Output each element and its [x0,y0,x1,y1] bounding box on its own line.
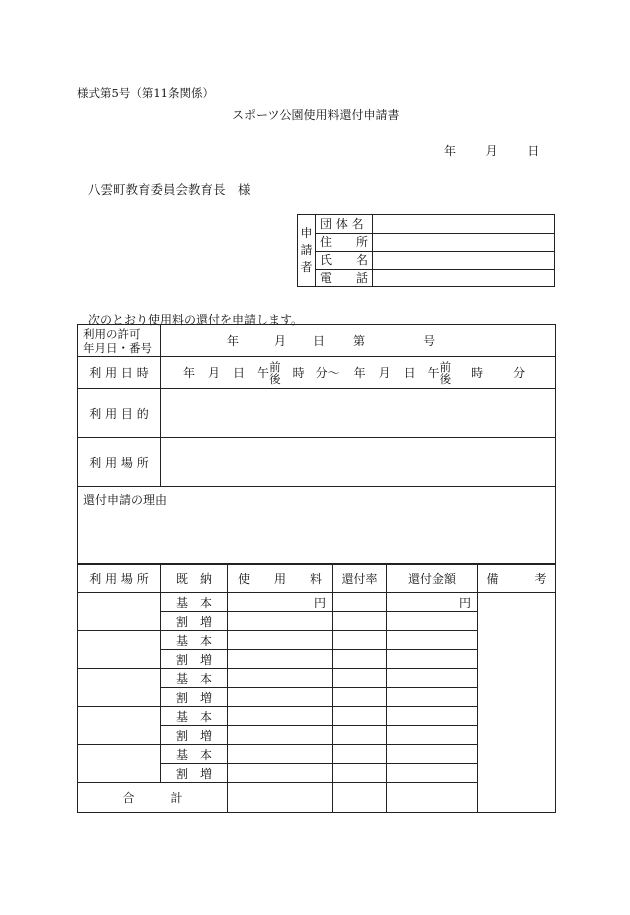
fee-cell[interactable] [228,650,333,669]
start-hour: 時 [292,366,305,380]
reason-field[interactable] [78,487,556,564]
rate-cell[interactable] [333,669,387,688]
refund-cell[interactable] [387,745,478,764]
surcharge-label: 割 増 [161,612,228,631]
yen-unit: 円 [313,595,326,610]
start-minute: 分〜 [315,366,340,380]
permit-day: 日 [313,334,326,348]
rate-cell[interactable] [333,631,387,650]
end-day: 日 [403,366,416,380]
permit-label-2: 年月日・番号 [83,340,152,355]
permit-label-1: 利用の許可 [83,326,141,341]
end-ampm-prefix: 午 [427,366,440,380]
header-remarks: 備 考 [478,565,556,593]
rate-cell[interactable] [333,764,387,783]
start-month: 月 [208,366,221,380]
address-field[interactable] [373,233,554,251]
basic-label: 基 本 [161,669,228,688]
place-cell[interactable] [78,745,161,783]
yen-unit: 円 [458,595,471,610]
permit-label-cell [78,325,161,357]
permit-month: 月 [274,334,287,348]
surcharge-label: 割 増 [161,726,228,745]
applicant-label [298,215,316,286]
place-cell[interactable] [78,669,161,707]
end-minute: 分 [513,366,526,380]
fee-cell[interactable] [228,764,333,783]
refund-cell[interactable] [387,612,478,631]
applicant-char-3: 者 [300,260,313,274]
header-refund: 還付金額 [387,565,478,593]
fee-cell[interactable] [228,612,333,631]
total-fee-cell[interactable] [228,783,333,813]
rate-cell[interactable] [333,593,387,612]
date-year: 年 [444,144,457,158]
basic-label: 基 本 [161,745,228,764]
header-place: 利 用 場 所 [78,565,161,593]
refund-cell[interactable] [387,669,478,688]
header-rate: 還付率 [333,565,387,593]
rate-cell[interactable] [333,612,387,631]
place-field[interactable] [161,438,556,487]
addressee: 八雲町教育委員会教育長 様 [88,182,251,197]
surcharge-label: 割 増 [161,764,228,783]
place-cell[interactable] [78,707,161,745]
end-ampm: 前 後 [439,359,452,386]
rate-cell[interactable] [333,745,387,764]
end-year: 年 [353,366,366,380]
header-fee: 使 用 料 [228,565,333,593]
remarks-cell[interactable] [478,593,556,813]
refund-cell[interactable] [387,593,478,612]
basic-label: 基 本 [161,593,228,612]
fee-table [77,564,556,813]
purpose-row [78,389,556,438]
surcharge-label: 割 増 [161,688,228,707]
end-month: 月 [378,366,391,380]
application-table [77,324,556,564]
surcharge-label: 割 増 [161,650,228,669]
fee-header-row [78,565,556,593]
refund-cell[interactable] [387,631,478,650]
document-title: スポーツ公園使用料還付申請書 [232,108,400,122]
permit-no-prefix: 第 [353,334,366,348]
fee-cell[interactable] [228,707,333,726]
applicant-box [297,214,555,287]
fee-cell[interactable] [228,726,333,745]
fee-cell[interactable] [228,669,333,688]
name-label: 氏 名 [316,251,373,269]
refund-cell[interactable] [387,688,478,707]
end-hour: 時 [471,366,484,380]
permit-value-cell[interactable] [161,325,556,357]
form-number: 様式第5号（第11条関係） [77,86,214,100]
usage-datetime-row [78,357,556,389]
place-row [78,438,556,487]
refund-cell[interactable] [387,707,478,726]
address-label: 住 所 [316,233,373,251]
group-name-label: 団 体 名 [316,215,373,233]
header-paid: 既 納 [161,565,228,593]
usage-datetime-cell[interactable] [161,357,556,389]
start-day: 日 [233,366,246,380]
rate-cell[interactable] [333,688,387,707]
reason-label: 還付申請の理由 [83,493,168,507]
start-ampm: 前 後 [269,359,281,386]
fee-cell[interactable] [228,631,333,650]
rate-cell[interactable] [333,650,387,669]
fee-cell[interactable] [228,688,333,707]
applicant-char-2: 請 [300,243,313,257]
refund-cell[interactable] [387,726,478,745]
phone-label: 電 話 [316,269,373,287]
total-refund-cell[interactable] [387,783,478,813]
place-label: 利 用 場 所 [78,438,161,487]
applicant-char-1: 申 [300,226,313,240]
fee-cell[interactable] [228,745,333,764]
total-rate-cell[interactable] [333,783,387,813]
start-year: 年 [183,366,196,380]
fee-cell[interactable] [228,593,333,612]
start-ampm-prefix: 午 [257,366,270,380]
purpose-field[interactable] [161,389,556,438]
purpose-label: 利 用 目 的 [78,389,161,438]
place-cell[interactable] [78,631,161,669]
place-cell[interactable] [78,593,161,631]
basic-label: 基 本 [161,707,228,726]
fee-row-basic [78,593,556,612]
phone-field[interactable] [373,269,554,287]
date-line [444,142,539,159]
usage-datetime-label: 利 用 日 時 [78,357,161,389]
refund-cell[interactable] [387,650,478,669]
name-field[interactable] [373,251,554,269]
permit-row [78,325,556,357]
refund-cell[interactable] [387,764,478,783]
date-day: 日 [527,144,540,158]
permit-no-suffix: 号 [423,334,436,348]
date-month: 月 [485,144,498,158]
intro-text: 次のとおり使用料の還付を申請します。 [88,313,304,327]
rate-cell[interactable] [333,707,387,726]
reason-row [78,487,556,564]
permit-year: 年 [227,334,240,348]
total-label: 合 計 [78,783,228,813]
rate-cell[interactable] [333,726,387,745]
basic-label: 基 本 [161,631,228,650]
group-name-field[interactable] [373,215,554,233]
